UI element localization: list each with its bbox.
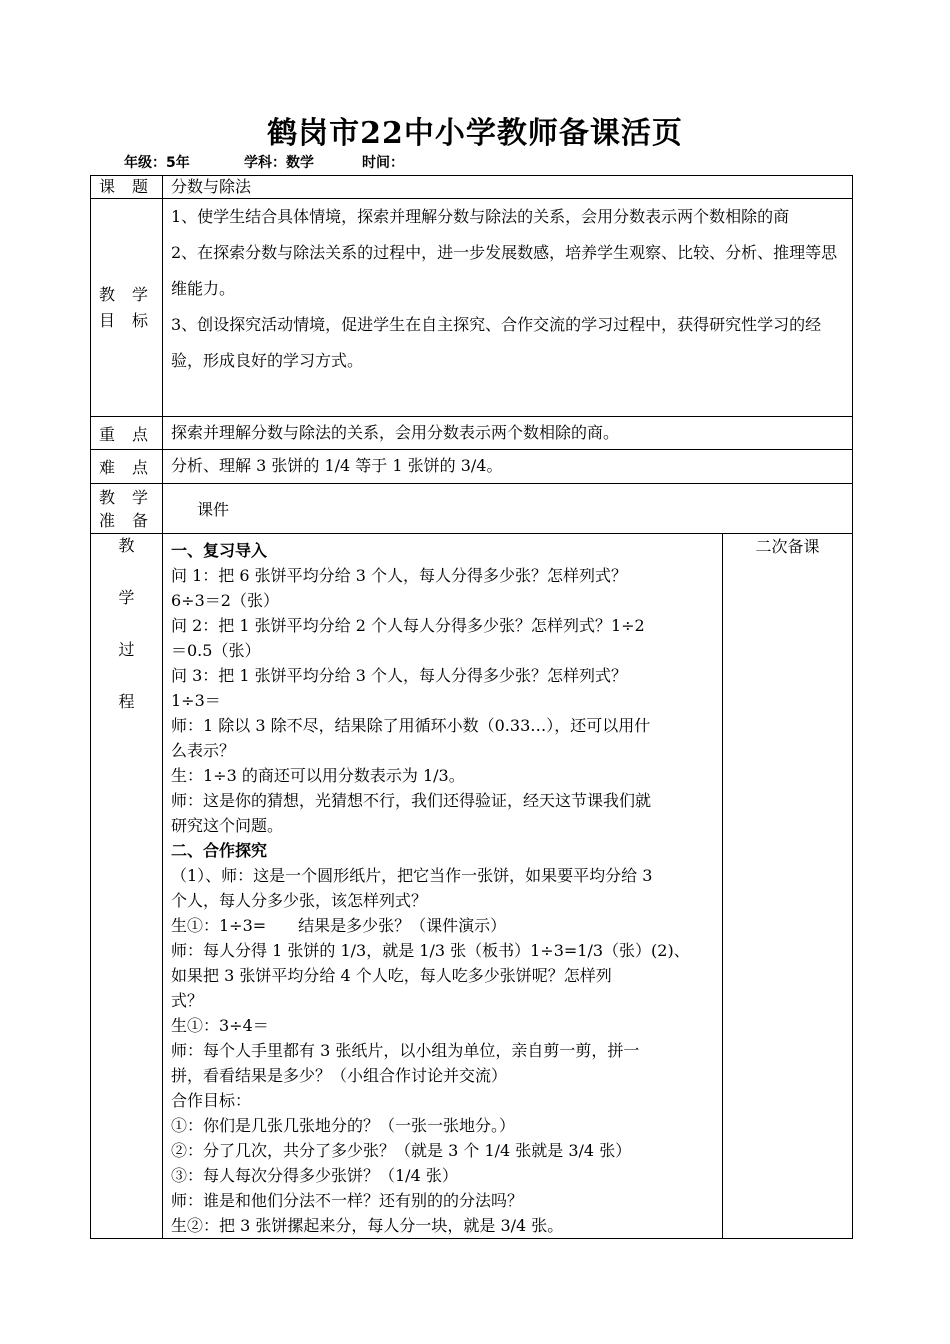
preparation-value [163, 484, 853, 534]
process-line: 么表示？ [171, 741, 236, 760]
key-point-text: 探索并理解分数与除法的关系，会用分数表示两个数相除的商。 [171, 423, 620, 442]
topic-label: 课 题 [91, 176, 163, 199]
second-prep-label: 二次备课 [755, 537, 820, 556]
process-line: 式？ [171, 991, 204, 1010]
meta-line [124, 152, 404, 172]
process-label-char-3: 过 [118, 640, 135, 659]
process-line: 师：每个人手里都有 3 张纸片，以小组为单位，亲自剪一剪，拼一 [171, 1041, 640, 1060]
goals-label [91, 199, 163, 417]
section-heading: 一、复习导入 [171, 541, 268, 560]
row-preparation [91, 484, 853, 534]
process-line: 生：1÷3 的商还可以用分数表示为 1/3。 [171, 766, 465, 785]
process-content [163, 534, 723, 1239]
process-line: ②：分了几次，共分了多少张？（就是 3 个 1/4 张就是 3/4 张） [171, 1141, 632, 1160]
difficulty-value [163, 450, 853, 484]
process-line: 如果把 3 张饼平均分给 4 个人吃，每人吃多少张饼呢？怎样列 [171, 966, 612, 985]
time-label: 时间： [362, 155, 404, 171]
subject-label: 学科：数学 [244, 155, 314, 171]
process-line: ③：每人每次分得多少张饼？（1/4 张） [171, 1166, 458, 1185]
lesson-plan-table [90, 175, 853, 1239]
goal-item-1: 1、使学生结合具体情境，探索并理解分数与除法的关系，会用分数表示两个数相除的商 [171, 207, 790, 226]
preparation-label-line-2: 准 备 [98, 510, 155, 530]
process-line: 师：谁是和他们分法不一样？还有别的的分法吗？ [171, 1191, 524, 1210]
process-line: 师：这是你的猜想，光猜想不行，我们还得验证，经天这节课我们就 [171, 791, 652, 810]
process-line: 生①：1÷3= 结果是多少张？（课件演示） [171, 916, 507, 935]
process-line: 1÷3＝ [171, 691, 221, 710]
process-label-char-2: 学 [118, 588, 135, 607]
topic-text: 分数与除法 [171, 177, 252, 196]
process-line: （1）、师：这是一个圆形纸片，把它当作一张饼，如果要平均分给 3 [171, 866, 653, 885]
process-line: 师：每人分得 1 张饼的 1/3，就是 1/3 张（板书）1÷3=1/3（张）(2)、 [171, 941, 690, 960]
process-label-char-4: 程 [118, 692, 135, 711]
page-title: 鹤岗市22中小学教师备课活页 [267, 116, 683, 151]
process-line: 拼，看看结果是多少？（小组合作讨论并交流） [171, 1066, 508, 1085]
process-line: 研究这个问题。 [171, 816, 284, 835]
process-line: 问 1：把 6 张饼平均分给 3 个人，每人分得多少张？怎样列式？ [171, 566, 627, 585]
row-key-point [91, 417, 853, 450]
process-line: 生②：把 3 张饼摞起来分，每人分一块，就是 3/4 张。 [171, 1216, 564, 1235]
goal-item-2: 2、在探索分数与除法关系的过程中，进一步发展数感，培养学生观察、比较、分析、推理等思维能力。 [171, 243, 838, 298]
process-line: 生①：3÷4＝ [171, 1016, 269, 1035]
process-label [91, 534, 163, 1239]
process-label-char-1: 教 [118, 536, 135, 555]
grade-label: 年级：5年 [124, 155, 190, 171]
process-line: 问 2：把 1 张饼平均分给 2 个人每人分得多少张？怎样列式？1÷2 [171, 616, 645, 635]
process-line: ＝0.5（张） [171, 641, 261, 660]
key-point-value [163, 417, 853, 450]
row-topic [91, 176, 853, 199]
process-line: ①：你们是几张几张地分的？（一张一张地分。） [171, 1116, 516, 1135]
row-goals [91, 199, 853, 417]
goals-value [163, 199, 853, 417]
process-lines [163, 534, 722, 1238]
goals-label-line-2: 目 标 [98, 310, 155, 330]
process-line: 师：1 除以 3 除不尽，结果除了用循环小数（0.33…），还可以用什 [171, 716, 651, 735]
section-heading: 二、合作探究 [171, 841, 268, 860]
topic-value [163, 176, 853, 199]
process-line: 个人，每人分多少张，该怎样列式？ [171, 891, 428, 910]
process-line: 问 3：把 1 张饼平均分给 3 个人，每人分得多少张？怎样列式？ [171, 666, 627, 685]
preparation-text: 课件 [197, 500, 230, 519]
row-difficulty [91, 450, 853, 484]
goal-item-3: 3、创设探究活动情境，促进学生在自主探究、合作交流的学习过程中，获得研究性学习的经验，形成良好的学习方式。 [171, 315, 822, 370]
goals-label-line-1: 教 学 [98, 284, 155, 304]
difficulty-label: 难 点 [91, 450, 163, 484]
difficulty-text: 分析、理解 3 张饼的 1/4 等于 1 张饼的 3/4。 [171, 456, 503, 475]
preparation-label-line-1: 教 学 [98, 487, 155, 507]
key-point-label: 重 点 [91, 417, 163, 450]
row-process [91, 534, 853, 1239]
process-line: 6÷3＝2（张） [171, 591, 279, 610]
process-line: 合作目标： [171, 1091, 252, 1110]
second-prep-cell [723, 534, 853, 1239]
preparation-label [91, 484, 163, 534]
